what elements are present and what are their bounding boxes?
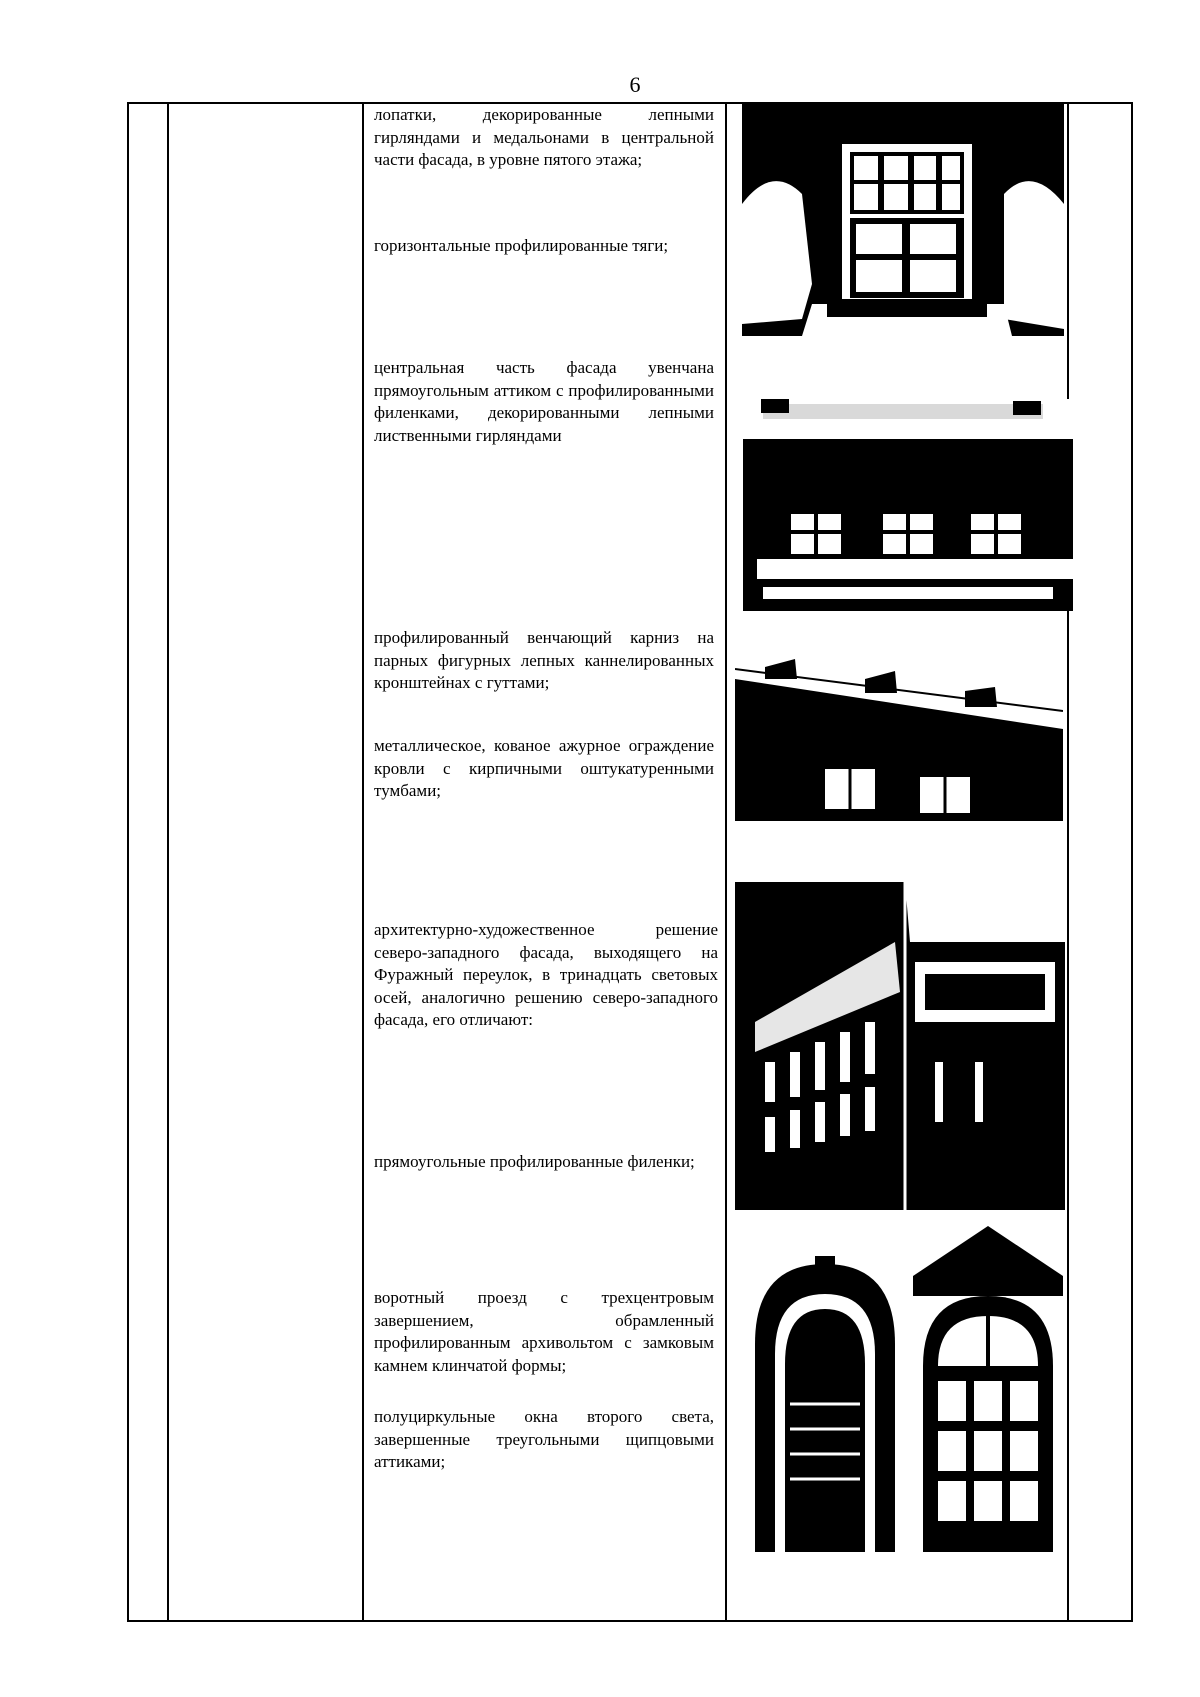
cornice-photo <box>735 649 1063 821</box>
entry-text: полуциркульные окна второго света, завершенные треугольными щипцовыми аттиками; <box>374 1407 714 1471</box>
column-divider <box>725 104 727 1620</box>
entry-text: прямоугольные профилированные филенки; <box>374 1152 695 1171</box>
attic-photo <box>743 399 1073 611</box>
entry-text: воротный проезд с трехцентровым завершением, обрамленный профилированным архивольтом с замковым камнем клинчатой формы; <box>374 1288 714 1375</box>
column-divider <box>167 104 169 1620</box>
entry-text: профилированный венчающий карниз на парных фигурных лепных каннелированных кронштейнах с гуттами; <box>374 628 714 692</box>
entry-text: архитектурно-художественное решение северо-западного фасада, выходящего на Фуражный переулок, в тринадцать световых осей, аналогично решению северо-западного фасада, его отличают: <box>374 920 718 1029</box>
page-number: 6 <box>629 72 641 97</box>
column-divider <box>362 104 364 1620</box>
facade-window-photo <box>742 104 1064 336</box>
gate-arch-photo <box>735 1224 909 1552</box>
monument-table <box>127 102 1133 1622</box>
entry-text: горизонтальные профилированные тяги; <box>374 236 669 255</box>
entry-text: металлическое, кованое ажурное ограждение кровли с кирпичными оштукатуренными тумбами; <box>374 736 714 800</box>
semicircular-window-photo <box>913 1216 1063 1552</box>
entry-text: лопатки, декорированные лепными гирляндами и медальонами в центральной части фасада, в уровне пятого этажа; <box>374 105 714 169</box>
column-divider <box>1067 104 1069 1620</box>
northwest-facade-photo <box>735 882 1065 1210</box>
entry-text: центральная часть фасада увенчана прямоугольным аттиком с профилированными филенками, декорированными лепными лиственными гирляндами <box>374 358 714 445</box>
